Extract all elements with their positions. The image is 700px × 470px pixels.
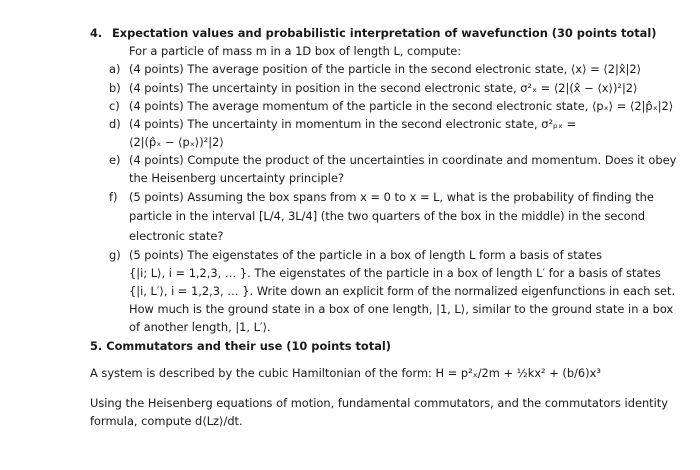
item-c-label: c) [109,99,120,113]
item-f-label: f) [109,190,118,204]
q5-line-2: formula, compute d⟨Lz⟩/dt. [90,414,243,428]
item-g-line-3: {|i, L′⟩, i = 1,2,3, … }. Write down an explicit form of the normalized eigenfunctions in each set. [129,284,676,298]
q4-number: 4. [90,26,103,40]
item-b-label: b) [109,81,121,95]
item-d-line-1: (4 points) The uncertainty in momentum in the second electronic state, σ²ₚₓ = [129,117,577,131]
item-g-line-1: (5 points) The eigenstates of the particle in a box of length L form a basis of states [129,248,603,262]
item-e-line-1: (4 points) Compute the product of the uncertainties in coordinate and momentum. Does it obey [129,153,677,167]
item-f-line-1: (5 points) Assuming the box spans from x = 0 to x = L, what is the probability of finding the [129,190,654,204]
item-a-line: (4 points) The average position of the particle in the second electronic state, ⟨x⟩ = ⟨2|x̂|2⟩ [129,62,642,76]
q5-system: A system is described by the cubic Hamiltonian of the form: H = p²ₓ/2m + ½kx² + (b/6)x³ [90,366,601,380]
item-d-label: d) [109,117,121,131]
item-e-label: e) [109,153,121,167]
q5-title: 5. Commutators and their use (10 points total) [90,339,391,353]
q4-title: Expectation values and probabilistic interpretation of wavefunction (30 points total) [112,26,657,40]
item-c-line: (4 points) The average momentum of the particle in the second electronic state, ⟨pₓ⟩ = ⟨2|p̂ₓ|2⟩ [129,99,674,113]
item-a-label: a) [109,62,121,76]
item-e-line-2: the Heisenberg uncertainty principle? [129,171,345,185]
item-f-line-2: particle in the interval [L/4, 3L/4] (the two quarters of the box in the middle) in the second [129,209,646,223]
item-g-line-5: of another length, |1, L′⟩. [129,320,271,334]
item-b-line: (4 points) The uncertainty in position in the second electronic state, σ²ₓ = ⟨2|(x̂ − ⟨x⟩)²|2⟩ [129,81,638,95]
item-d-line-2: ⟨2|(p̂ₓ − ⟨pₓ⟩)²|2⟩ [129,135,224,149]
item-g-line-2: {|i; L⟩, i = 1,2,3, … }. The eigenstates of the particle in a box of length L′ for a basis of states [129,266,661,280]
item-f-line-3: electronic state? [129,229,224,243]
q5-line-1: Using the Heisenberg equations of motion, fundamental commutators, and the commutators identity [90,396,669,410]
item-g-label: g) [109,248,121,262]
item-g-line-4: How much is the ground state in a box of one length, |1, L⟩, similar to the ground state in a box [129,302,674,316]
q4-intro: For a particle of mass m in a 1D box of length L, compute: [129,44,462,58]
